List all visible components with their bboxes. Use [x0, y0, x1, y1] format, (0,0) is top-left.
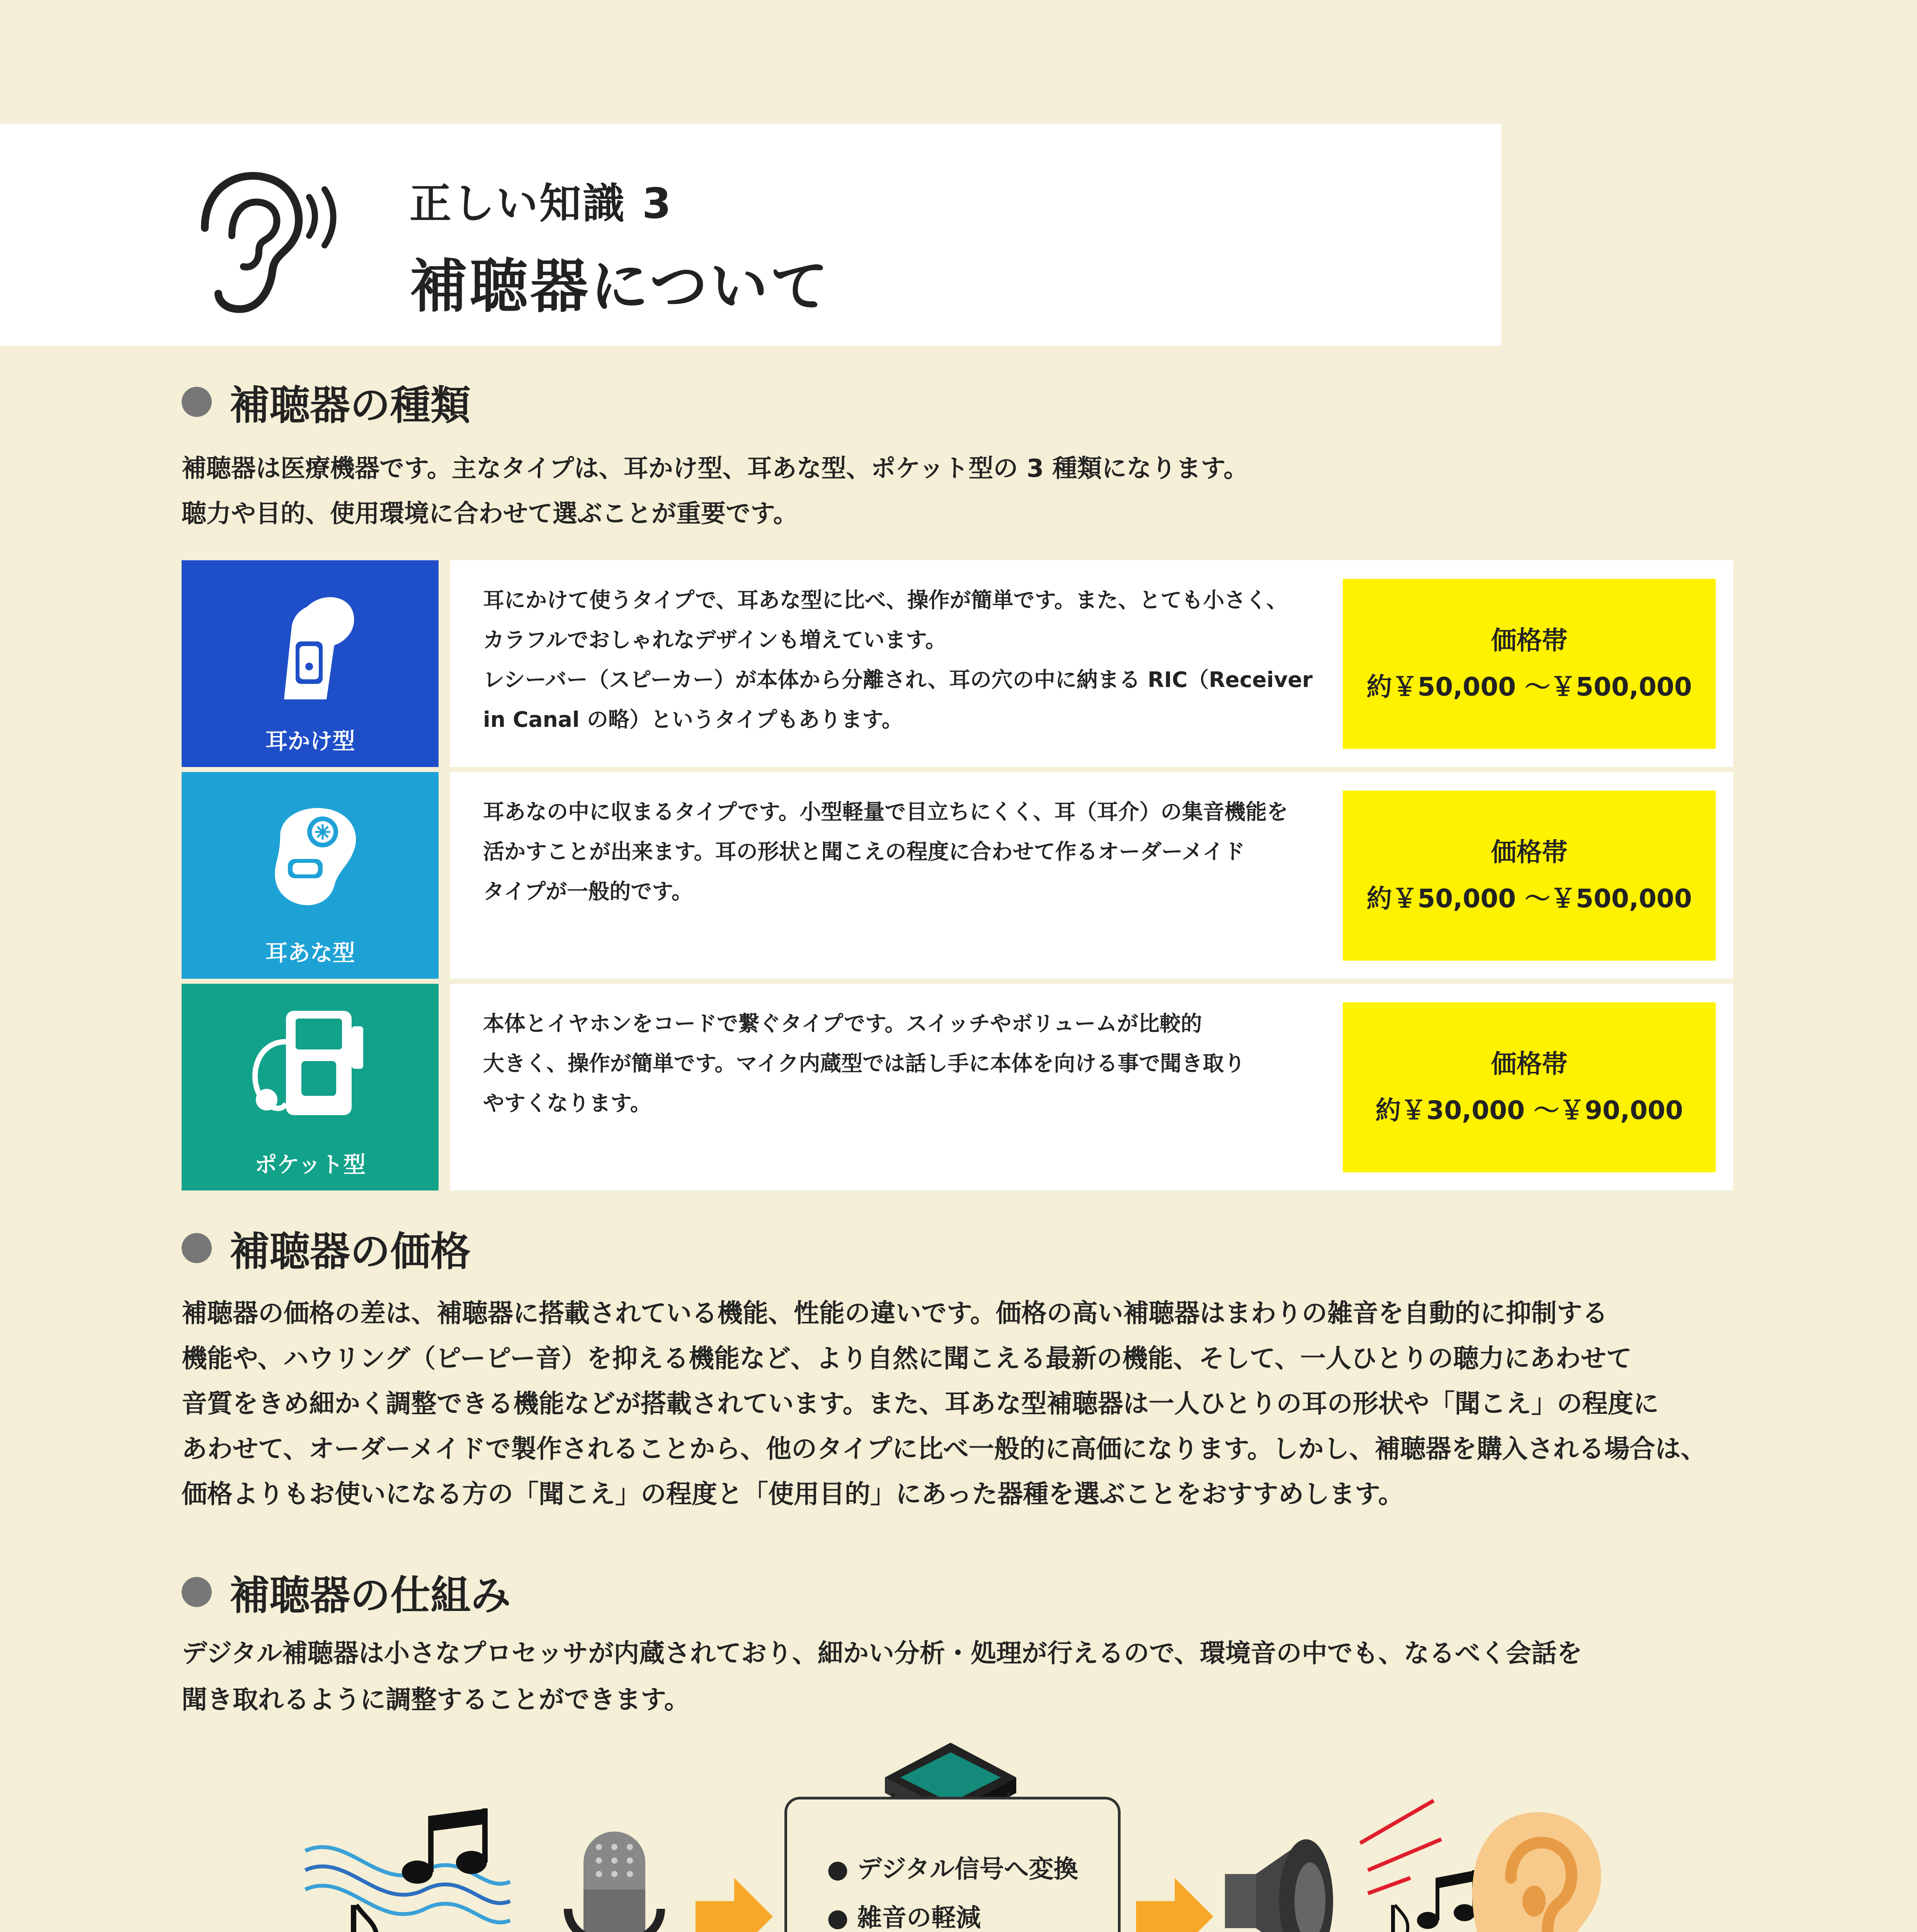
processing-list — [827, 1845, 1078, 1932]
types-intro-line1: 補聴器は医療機器です。主なタイプは、耳かけ型、耳あな型、ポケット型の 3 種類になります。 — [182, 454, 1249, 483]
type-row-pocket — [182, 984, 1733, 1190]
price-range-box: 価格帯 約￥30,000 ～￥90,000 — [1343, 1002, 1716, 1172]
microphone-icon — [556, 1832, 672, 1932]
speaker-icon — [1221, 1832, 1352, 1932]
section-heading-types: 補聴器の種類 — [182, 373, 471, 431]
right-arrow-icon — [1136, 1878, 1213, 1932]
list-item: ● デジタル信号へ変換 — [827, 1855, 1078, 1884]
type-icon-box — [182, 560, 439, 767]
type-description: 本体とイヤホンをコードで繋ぐタイプです。スイッチやボリュームが比較的 大きく、操作が簡単です。マイク内蔵型では話し手に本体を向ける事で聞き取り やすくなります。 — [483, 1011, 1245, 1116]
type-description: 耳にかけて使うタイプで、耳あな型に比べ、操作が簡単です。また、とても小さく、 カラフルでおしゃれなデザインも増えています。 レシーバー（スピーカー）が本体から分離され、耳の穴の中に納まる RIC（Receiver in Canal の略）というタイプもあります。 — [483, 588, 1313, 732]
types-intro-line2: 聴力や目的、使用環境に合わせて選ぶことが重要です。 — [182, 500, 798, 528]
in-the-ear-aid-icon — [249, 793, 373, 917]
mechanism-line1: デジタル補聴器は小さなプロセッサが内蔵されており、細かい分析・処理が行えるので、環境音の中でも、なるべく会話を — [182, 1638, 1582, 1668]
type-label: ポケット型 — [254, 1151, 366, 1178]
type-row-ear-hook — [182, 560, 1733, 767]
page-title: 補聴器について — [410, 253, 831, 320]
behind-the-ear-aid-icon — [249, 583, 373, 707]
section-heading-mechanism: 補聴器の仕組み — [182, 1563, 511, 1621]
price-paragraph: 補聴器の価格の差は、補聴器に搭載されている機能、性能の違いです。価格の高い補聴器はまわりの雑音を自動的に抑制する 機能や、ハウリング（ピーピー音）を抑える機能など、より自然に聞こえる最新の機能、そして、一人ひとりの聴力にあわせて 音質をきめ細かく調整できる機能などが搭載されています。また、耳あな型補聴器は一人ひとりの耳の形状や「聞こえ」の程度に あわせて、オーダーメイドで製作されることから、他のタイプに比べ一般的に高価になります。しかし、補聴器を購入される場合は、 価格よりもお使いになる方の「聞こえ」の程度と「使用目的」にあった器種を選ぶことをおすすめします。 — [182, 1298, 1706, 1509]
music-notes-waves-icon — [301, 1808, 518, 1932]
bullet-dot — [182, 1577, 212, 1607]
price-range-box: 価格帯 約￥50,000 ～￥500,000 — [1343, 791, 1716, 961]
pocket-aid-icon — [240, 1003, 379, 1131]
price-range-box: 価格帯 約￥50,000 ～￥500,000 — [1343, 579, 1716, 749]
list-item: ● 雑音の軽減 — [827, 1904, 981, 1932]
type-description: 耳あなの中に収まるタイプです。小型軽量で目立ちにくく、耳（耳介）の集音機能を 活かすことが出来ます。耳の形状と聞こえの程度に合わせて作るオーダーメイド タイプが一般的です。 — [483, 799, 1288, 904]
mechanism-line2: 聞き取れるように調整することができます。 — [182, 1685, 690, 1714]
section-heading-price: 補聴器の価格 — [182, 1219, 471, 1277]
right-arrow-icon — [696, 1878, 773, 1932]
bullet-dot — [182, 1233, 212, 1263]
type-label: 耳かけ型 — [265, 728, 355, 754]
type-label: 耳あな型 — [265, 940, 355, 966]
ear-sound-icon — [182, 162, 344, 325]
ear-icon — [1465, 1804, 1611, 1932]
type-icon-box — [182, 984, 439, 1190]
type-row-in-ear — [182, 772, 1733, 979]
bullet-dot — [182, 387, 212, 417]
header-subtitle: 正しい知識 3 — [410, 180, 673, 228]
type-icon-box — [182, 772, 439, 979]
